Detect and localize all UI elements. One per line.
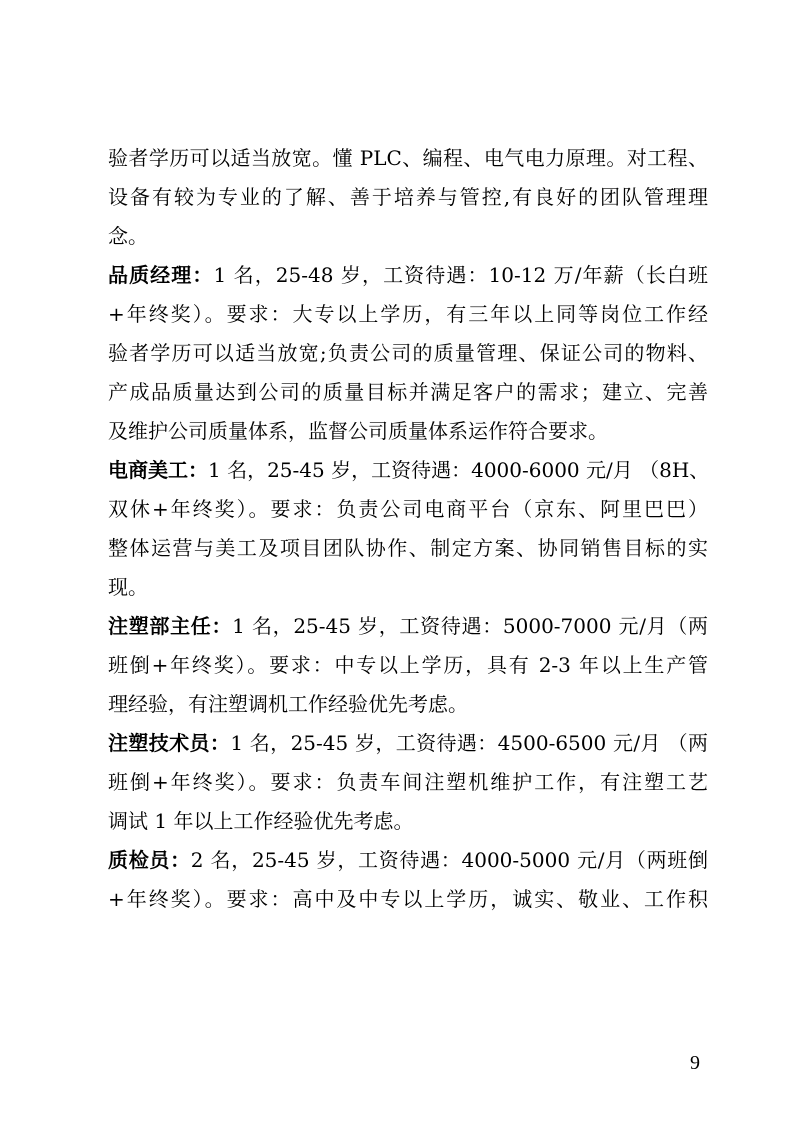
- text-line: 设备有较为专业的了解、善于培养与管控,有良好的团队管理理: [108, 185, 708, 209]
- text-line: 念。: [108, 224, 148, 248]
- job-detail: 1 名，25-45 岁，工资待遇：5000-7000 元/月（两: [232, 614, 709, 638]
- text-line: +年终奖）。要求：高中及中专以上学历，诚实、敬业、工作积: [108, 887, 708, 911]
- text-line: [108, 256, 708, 295]
- text-line: [108, 607, 708, 646]
- text-line: 产成品质量达到公司的质量目标并满足客户的需求；建立、完善: [108, 380, 708, 404]
- text-line: 调试 1 年以上工作经验优先考虑。: [108, 809, 414, 833]
- job-title: 品质经理：: [108, 263, 214, 287]
- text-line: 班倒+年终奖）。要求：负责车间注塑机维护工作，有注塑工艺: [108, 770, 708, 794]
- job-detail: 1 名，25-48 岁，工资待遇：10-12 万/年薪（长白班: [213, 263, 708, 287]
- text-line: 及维护公司质量体系，监督公司质量体系运作符合要求。: [108, 419, 608, 443]
- job-quality-inspector: [108, 841, 708, 919]
- text-line: +年终奖）。要求：大专以上学历，有三年以上同等岗位工作经: [108, 302, 708, 326]
- text-line: [108, 451, 708, 490]
- document-body: [108, 139, 708, 919]
- text-line: 整体运营与美工及项目团队协作、制定方案、协同销售目标的实: [108, 536, 708, 560]
- job-title: 注塑部主任：: [108, 614, 233, 638]
- job-detail: 1 名，25-45 岁，工资待遇：4000-6000 元/月 （8H、: [208, 458, 710, 482]
- job-title: 电商美工：: [108, 458, 208, 482]
- text-line: 现。: [108, 575, 148, 599]
- job-quality-manager: [108, 256, 708, 451]
- job-ecommerce-designer: [108, 451, 708, 607]
- job-title: 注塑技术员：: [108, 731, 231, 755]
- job-title: 质检员：: [108, 848, 191, 872]
- text-line: 双休+年终奖）。要求：负责公司电商平台（京东、阿里巴巴）: [108, 497, 708, 521]
- intro-paragraph: [108, 139, 708, 256]
- text-line: 理经验，有注塑调机工作经验优先考虑。: [108, 692, 468, 716]
- text-line: 验者学历可以适当放宽。懂 PLC、编程、电气电力原理。对工程、: [108, 146, 708, 170]
- text-line: 验者学历可以适当放宽;负责公司的质量管理、保证公司的物料、: [108, 341, 708, 365]
- job-detail: 1 名，25-45 岁，工资待遇：4500-6500 元/月 （两: [230, 731, 709, 755]
- page-number: 9: [690, 1052, 700, 1074]
- job-detail: 2 名，25-45 岁，工资待遇：4000-5000 元/月（两班倒: [190, 848, 709, 872]
- job-molding-supervisor: [108, 607, 708, 724]
- job-molding-technician: [108, 724, 708, 841]
- text-line: 班倒+年终奖）。要求：中专以上学历，具有 2-3 年以上生产管: [108, 653, 708, 677]
- text-line: [108, 841, 708, 880]
- text-line: [108, 724, 708, 763]
